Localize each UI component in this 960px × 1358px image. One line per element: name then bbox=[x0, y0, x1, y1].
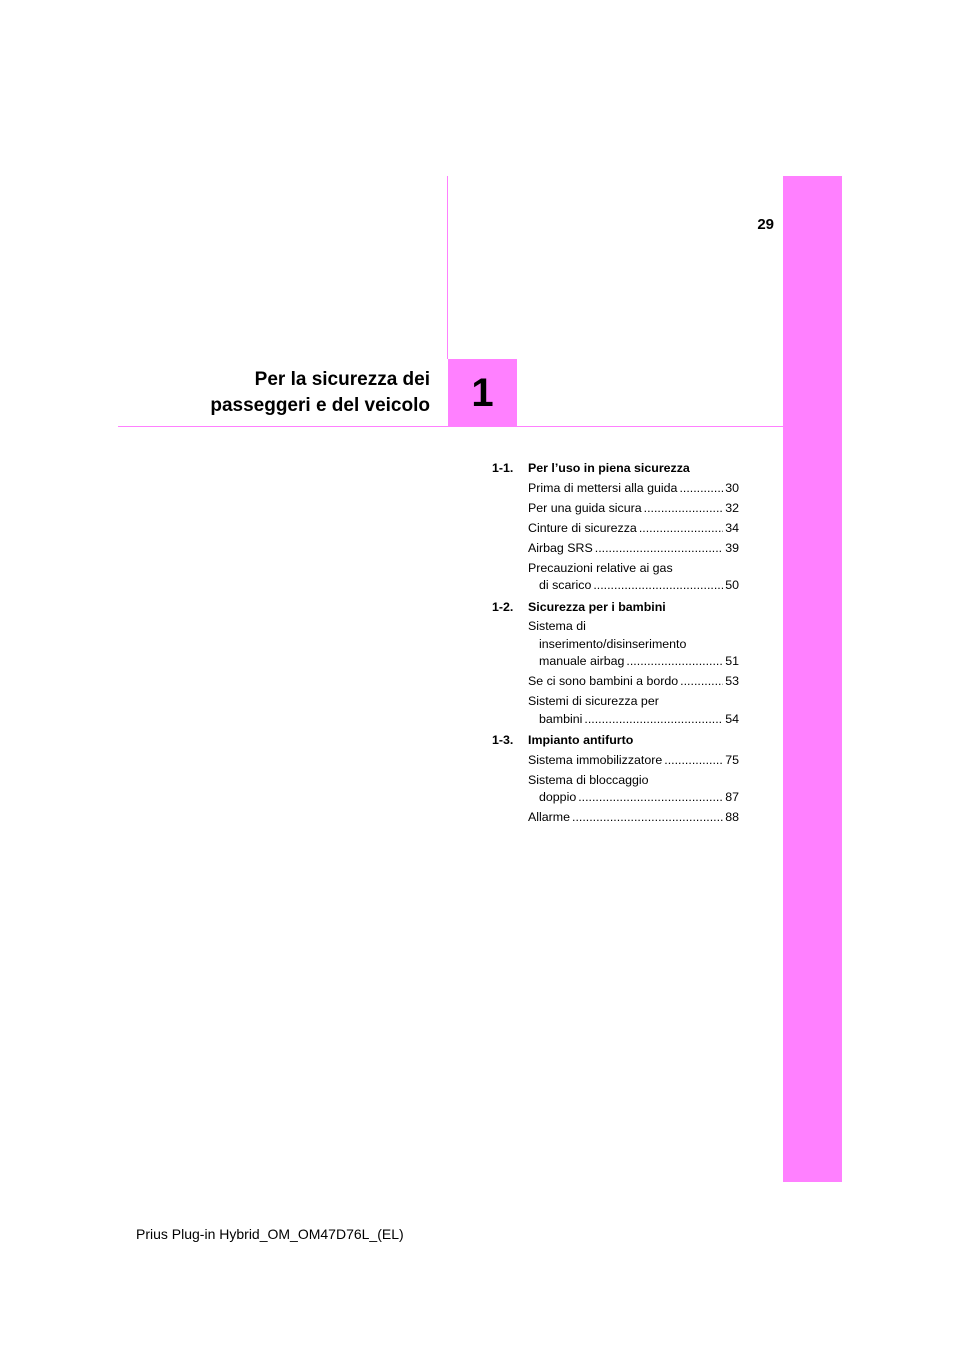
dot-leader bbox=[680, 673, 723, 691]
entry-title-line: Sistema di bloccaggio bbox=[528, 772, 649, 787]
entry-title: Airbag SRS bbox=[528, 540, 593, 555]
chapter-number: 1 bbox=[471, 370, 494, 415]
section-number: 1-3. bbox=[492, 733, 514, 747]
entry-title-line: Precauzioni relative ai gas bbox=[528, 560, 673, 575]
chapter-side-tab bbox=[783, 176, 842, 1182]
section-title: Impianto antifurto bbox=[528, 733, 634, 747]
section-number: 1-2. bbox=[492, 599, 514, 614]
entry-page: 75 bbox=[725, 752, 739, 767]
toc-entry[interactable] bbox=[492, 618, 739, 671]
entry-page: 53 bbox=[725, 674, 739, 688]
toc-section-header[interactable] bbox=[492, 598, 739, 616]
dot-leader bbox=[644, 500, 724, 518]
toc-entry[interactable] bbox=[492, 480, 739, 498]
chapter-number-box bbox=[448, 359, 517, 427]
entry-page: 51 bbox=[725, 654, 739, 668]
dot-leader bbox=[595, 540, 723, 558]
entry-page: 32 bbox=[725, 500, 739, 515]
entry-page: 30 bbox=[725, 480, 739, 495]
document-footer: Prius Plug-in Hybrid_OM_OM47D76L_(EL) bbox=[136, 1226, 404, 1242]
entry-title: manuale airbag bbox=[539, 654, 625, 668]
chapter-title-line-1: Per la sicurezza dei bbox=[254, 369, 430, 390]
toc-entry[interactable] bbox=[492, 500, 739, 518]
toc-entry[interactable] bbox=[492, 693, 739, 728]
vertical-rule bbox=[447, 176, 448, 359]
page-number: 29 bbox=[757, 216, 774, 233]
entry-title: Prima di mettersi alla guida bbox=[528, 480, 678, 495]
entry-title: Per una guida sicura bbox=[528, 500, 642, 515]
entry-title-line: inserimento/disinserimento bbox=[539, 636, 687, 651]
table-of-contents bbox=[492, 459, 739, 827]
chapter-title bbox=[150, 367, 430, 419]
toc-entry[interactable] bbox=[492, 673, 739, 691]
dot-leader bbox=[572, 809, 723, 827]
entry-title: Allarme bbox=[528, 810, 570, 824]
entry-title-line: Sistema di bbox=[528, 619, 586, 633]
entry-title: doppio bbox=[539, 790, 577, 804]
entry-page: 34 bbox=[725, 520, 739, 535]
toc-entry[interactable] bbox=[492, 520, 739, 538]
entry-page: 50 bbox=[725, 578, 739, 592]
chapter-title-line-2: passeggeri e del veicolo bbox=[210, 395, 430, 416]
dot-leader bbox=[593, 577, 723, 595]
dot-leader bbox=[584, 711, 723, 729]
entry-page: 39 bbox=[725, 540, 739, 555]
toc-entry[interactable] bbox=[492, 540, 739, 558]
dot-leader bbox=[639, 520, 723, 538]
toc-entry[interactable] bbox=[492, 560, 739, 595]
section-title: Sicurezza per i bambini bbox=[528, 599, 666, 614]
entry-title: Se ci sono bambini a bordo bbox=[528, 674, 679, 688]
dot-leader bbox=[679, 480, 723, 498]
entry-title: Sistema immobilizzatore bbox=[528, 752, 663, 767]
entry-page: 54 bbox=[725, 711, 739, 726]
dot-leader bbox=[626, 653, 723, 671]
entry-page: 88 bbox=[725, 810, 739, 824]
dot-leader bbox=[578, 789, 723, 807]
section-title: Per l’uso in piena sicurezza bbox=[528, 461, 690, 475]
toc-entry[interactable] bbox=[492, 809, 739, 827]
section-number: 1-1. bbox=[492, 461, 514, 475]
entry-title: di scarico bbox=[539, 578, 592, 592]
entry-page: 87 bbox=[725, 790, 739, 804]
toc-entry[interactable] bbox=[492, 752, 739, 770]
toc-section-header[interactable] bbox=[492, 731, 739, 749]
entry-title-line: Sistemi di sicurezza per bbox=[528, 694, 659, 708]
dot-leader bbox=[664, 752, 723, 770]
toc-section-header[interactable] bbox=[492, 459, 739, 477]
entry-title: bambini bbox=[539, 711, 583, 726]
toc-entry[interactable] bbox=[492, 772, 739, 807]
entry-title: Cinture di sicurezza bbox=[528, 520, 637, 535]
